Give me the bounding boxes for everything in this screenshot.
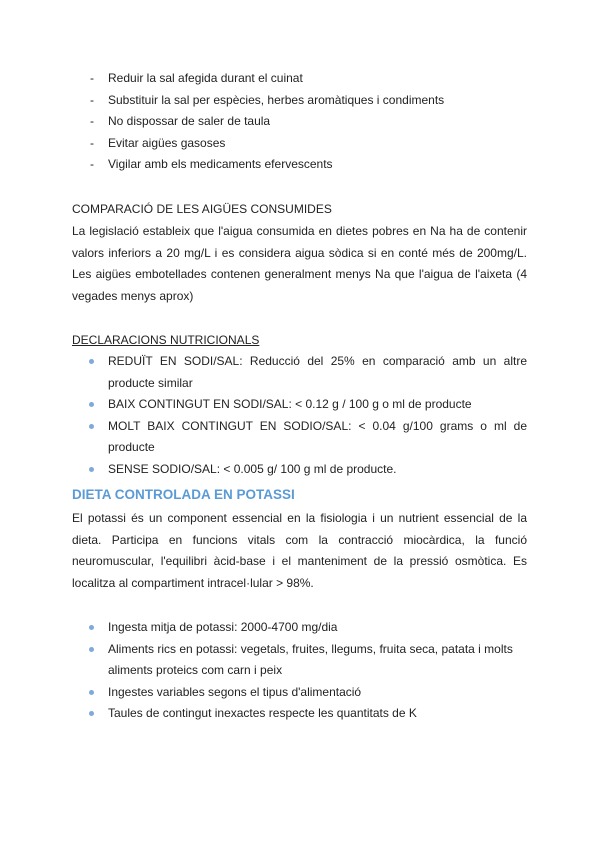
bullet-dot <box>89 711 94 716</box>
water-heading: COMPARACIÓ DE LES AIGÜES CONSUMIDES <box>72 202 332 216</box>
list-item: Aliments rics en potassi: vegetals, fruites, llegums, fruita seca, patata i molts aliments proteics com carn i peix <box>72 639 527 682</box>
potassium-paragraph: El potassi és un component essencial en la fisiologia i un nutrient essencial de la dieta. Participa en funcions vitals com la contracció miocàrdica, la funció neuromuscular, l'equilibri àcid-base i el manteniment de la pressió osmòtica. Es localitza al compartiment intracel·lular > 98%. <box>72 511 527 590</box>
bullet-dot <box>89 402 94 407</box>
potassium-facts-list <box>72 617 527 725</box>
list-item: - Substituir la sal per espècies, herbes aromàtiques i condiments <box>72 90 527 112</box>
list-item: Ingesta mitja de potassi: 2000-4700 mg/dia <box>72 617 527 639</box>
bullet-dot <box>89 467 94 472</box>
list-item: - No dispossar de saler de taula <box>72 111 527 133</box>
bullet-dot <box>89 359 94 364</box>
list-item: BAIX CONTINGUT EN SODI/SAL: < 0.12 g / 100 g o ml de producte <box>72 394 527 416</box>
list-item: REDUÏT EN SODI/SAL: Reducció del 25% en comparació amb un altre producte similar <box>72 351 527 394</box>
nutrition-claims-list <box>72 351 527 481</box>
dash-marker: - <box>90 71 94 85</box>
nutrition-heading: DECLARACIONS NUTRICIONALS <box>72 333 260 347</box>
dash-marker: - <box>90 157 94 172</box>
salt-tips-list <box>72 68 527 176</box>
dash-marker: - <box>90 92 94 107</box>
potassium-section-title: DIETA CONTROLADA EN POTASSI <box>72 487 295 502</box>
list-item: - Vigilar amb els medicaments efervescents <box>72 154 527 176</box>
dash-marker: - <box>90 114 94 129</box>
bullet-dot <box>89 690 94 695</box>
bullet-dot <box>89 424 94 429</box>
list-item: Taules de contingut inexactes respecte les quantitats de K <box>72 703 527 725</box>
dash-marker: - <box>90 135 94 150</box>
list-item: - Reduir la sal afegida durant el cuinat <box>72 68 527 90</box>
bullet-dot <box>89 625 94 630</box>
list-item: Ingestes variables segons el tipus d'alimentació <box>72 682 527 704</box>
water-paragraph: La legislació estableix que l'aigua consumida en dietes pobres en Na ha de contenir valors inferiors a 20 mg/L i es considera aigua sòdica si en conté més de 200mg/L. Les aigües embotellades contenen generalment menys Na que l'aigua de l'aixeta (4 vegades menys aprox) <box>72 224 527 303</box>
bullet-dot <box>89 647 94 652</box>
list-item: SENSE SODIO/SAL: < 0.005 g/ 100 g ml de producte. <box>72 459 527 481</box>
list-item: MOLT BAIX CONTINGUT EN SODIO/SAL: < 0.04 g/100 grams o ml de producte <box>72 416 527 459</box>
list-item: - Evitar aigües gasoses <box>72 133 527 155</box>
